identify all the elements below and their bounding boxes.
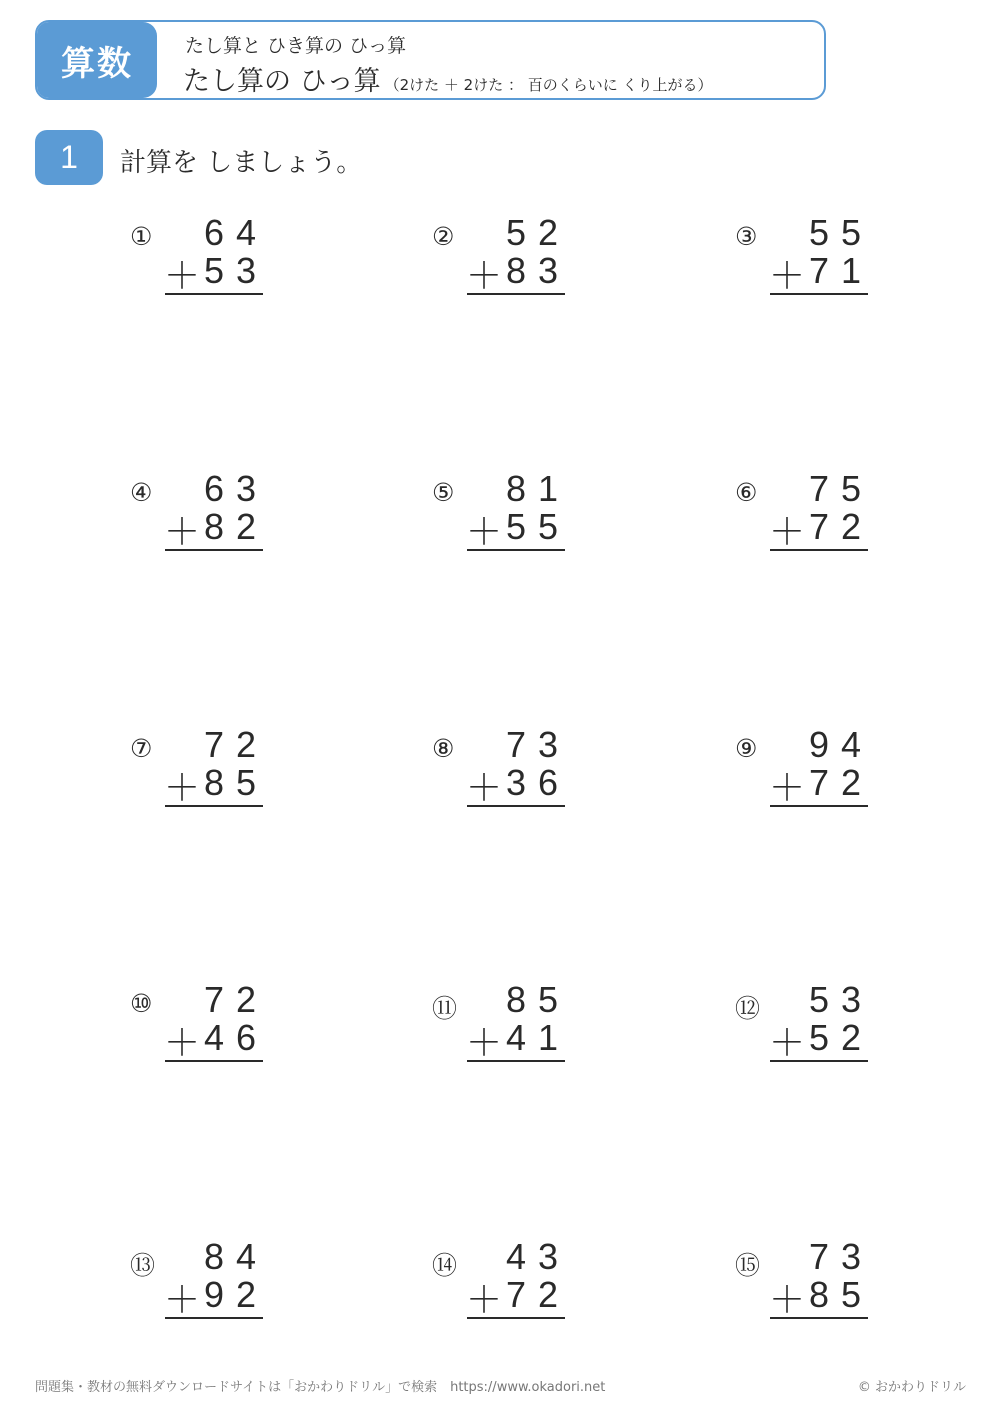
- addend-bottom: 52: [808, 1017, 873, 1058]
- addend-top: 85: [505, 979, 570, 1020]
- problem-number: ①: [130, 222, 153, 251]
- plus-sign: ＋: [466, 1023, 503, 1064]
- footer-copyright: © おかわりドリル: [857, 1380, 966, 1395]
- addend-top: 73: [505, 724, 570, 765]
- addend-top: 55: [808, 212, 873, 253]
- addend-top: 43: [505, 1236, 570, 1277]
- addend-bottom: 72: [505, 1274, 570, 1315]
- addend-top: 64: [203, 212, 268, 253]
- header-title-paren: （2けた ＋ 2けた ： 百のくらいに くり上がる）: [384, 76, 713, 94]
- addend-bottom: 92: [203, 1274, 268, 1315]
- addend-top: 81: [505, 468, 570, 509]
- answer-line: [770, 1317, 868, 1319]
- problem-item: [432, 724, 592, 820]
- problem-number: ⑤: [432, 478, 455, 507]
- addend-top: 52: [505, 212, 570, 253]
- answer-line: [165, 1317, 263, 1319]
- addend-bottom: 41: [505, 1017, 570, 1058]
- plus-sign: ＋: [769, 768, 806, 809]
- addend-bottom: 46: [203, 1017, 268, 1058]
- problem-number: ⑫: [735, 994, 761, 1023]
- problem-item: [735, 212, 895, 308]
- answer-line: [467, 1317, 565, 1319]
- problem-item: [735, 979, 895, 1075]
- plus-sign: ＋: [164, 768, 201, 809]
- instruction-text: 計算を しましょう。: [120, 148, 363, 178]
- addend-bottom: 53: [203, 250, 268, 291]
- plus-sign: ＋: [164, 1023, 201, 1064]
- problem-item: [735, 724, 895, 820]
- addend-top: 73: [808, 1236, 873, 1277]
- answer-line: [770, 549, 868, 551]
- addend-bottom: 36: [505, 762, 570, 803]
- addend-bottom: 85: [203, 762, 268, 803]
- answer-line: [165, 549, 263, 551]
- addend-bottom: 72: [808, 762, 873, 803]
- answer-line: [467, 549, 565, 551]
- problem-number: ⑬: [130, 1251, 156, 1280]
- addend-bottom: 85: [808, 1274, 873, 1315]
- answer-line: [770, 805, 868, 807]
- addend-top: 84: [203, 1236, 268, 1277]
- problem-item: [432, 212, 592, 308]
- answer-line: [467, 805, 565, 807]
- problem-number: ③: [735, 222, 758, 251]
- plus-sign: ＋: [164, 1280, 201, 1321]
- answer-line: [165, 293, 263, 295]
- problem-item: [432, 468, 592, 564]
- header-title: [183, 59, 713, 98]
- problem-item: [735, 468, 895, 564]
- addend-bottom: 83: [505, 250, 570, 291]
- problem-item: [735, 1236, 895, 1332]
- addend-bottom: 72: [808, 506, 873, 547]
- problem-item: [130, 979, 290, 1075]
- plus-sign: ＋: [164, 512, 201, 553]
- problem-number: ⑪: [432, 994, 458, 1023]
- problem-item: [130, 212, 290, 308]
- plus-sign: ＋: [769, 1023, 806, 1064]
- addend-top: 63: [203, 468, 268, 509]
- problem-item: [432, 979, 592, 1075]
- problem-number: ⑥: [735, 478, 758, 507]
- problem-item: [432, 1236, 592, 1332]
- addend-bottom: 55: [505, 506, 570, 547]
- header-subtitle: たし算と ひき算の ひっ算: [185, 35, 407, 57]
- subject-label: 算数: [37, 22, 157, 98]
- problem-number: ⑩: [130, 989, 153, 1018]
- addend-top: 72: [203, 979, 268, 1020]
- section-number-badge: 1: [35, 130, 103, 185]
- addend-top: 72: [203, 724, 268, 765]
- problem-number: ⑧: [432, 734, 455, 763]
- plus-sign: ＋: [769, 512, 806, 553]
- plus-sign: ＋: [164, 256, 201, 297]
- addend-top: 53: [808, 979, 873, 1020]
- problem-number: ⑭: [432, 1251, 458, 1280]
- answer-line: [770, 1060, 868, 1062]
- problem-item: [130, 1236, 290, 1332]
- addend-bottom: 82: [203, 506, 268, 547]
- problem-number: ⑨: [735, 734, 758, 763]
- header-title-main: たし算の ひっ算: [183, 66, 381, 97]
- plus-sign: ＋: [466, 1280, 503, 1321]
- problem-item: [130, 724, 290, 820]
- problem-item: [130, 468, 290, 564]
- answer-line: [165, 1060, 263, 1062]
- answer-line: [467, 293, 565, 295]
- plus-sign: ＋: [466, 512, 503, 553]
- plus-sign: ＋: [466, 768, 503, 809]
- problem-number: ⑦: [130, 734, 153, 763]
- footer-source-text: 問題集・教材の無料ダウンロードサイトは「おかわりドリル」で検索 https://www.okadori.net: [35, 1380, 606, 1395]
- addend-top: 75: [808, 468, 873, 509]
- plus-sign: ＋: [466, 256, 503, 297]
- addend-top: 94: [808, 724, 873, 765]
- addend-bottom: 71: [808, 250, 873, 291]
- problem-number: ④: [130, 478, 153, 507]
- plus-sign: ＋: [769, 1280, 806, 1321]
- problem-number: ②: [432, 222, 455, 251]
- answer-line: [467, 1060, 565, 1062]
- problem-number: ⑮: [735, 1251, 761, 1280]
- plus-sign: ＋: [769, 256, 806, 297]
- answer-line: [165, 805, 263, 807]
- worksheet-header: [35, 20, 826, 100]
- answer-line: [770, 293, 868, 295]
